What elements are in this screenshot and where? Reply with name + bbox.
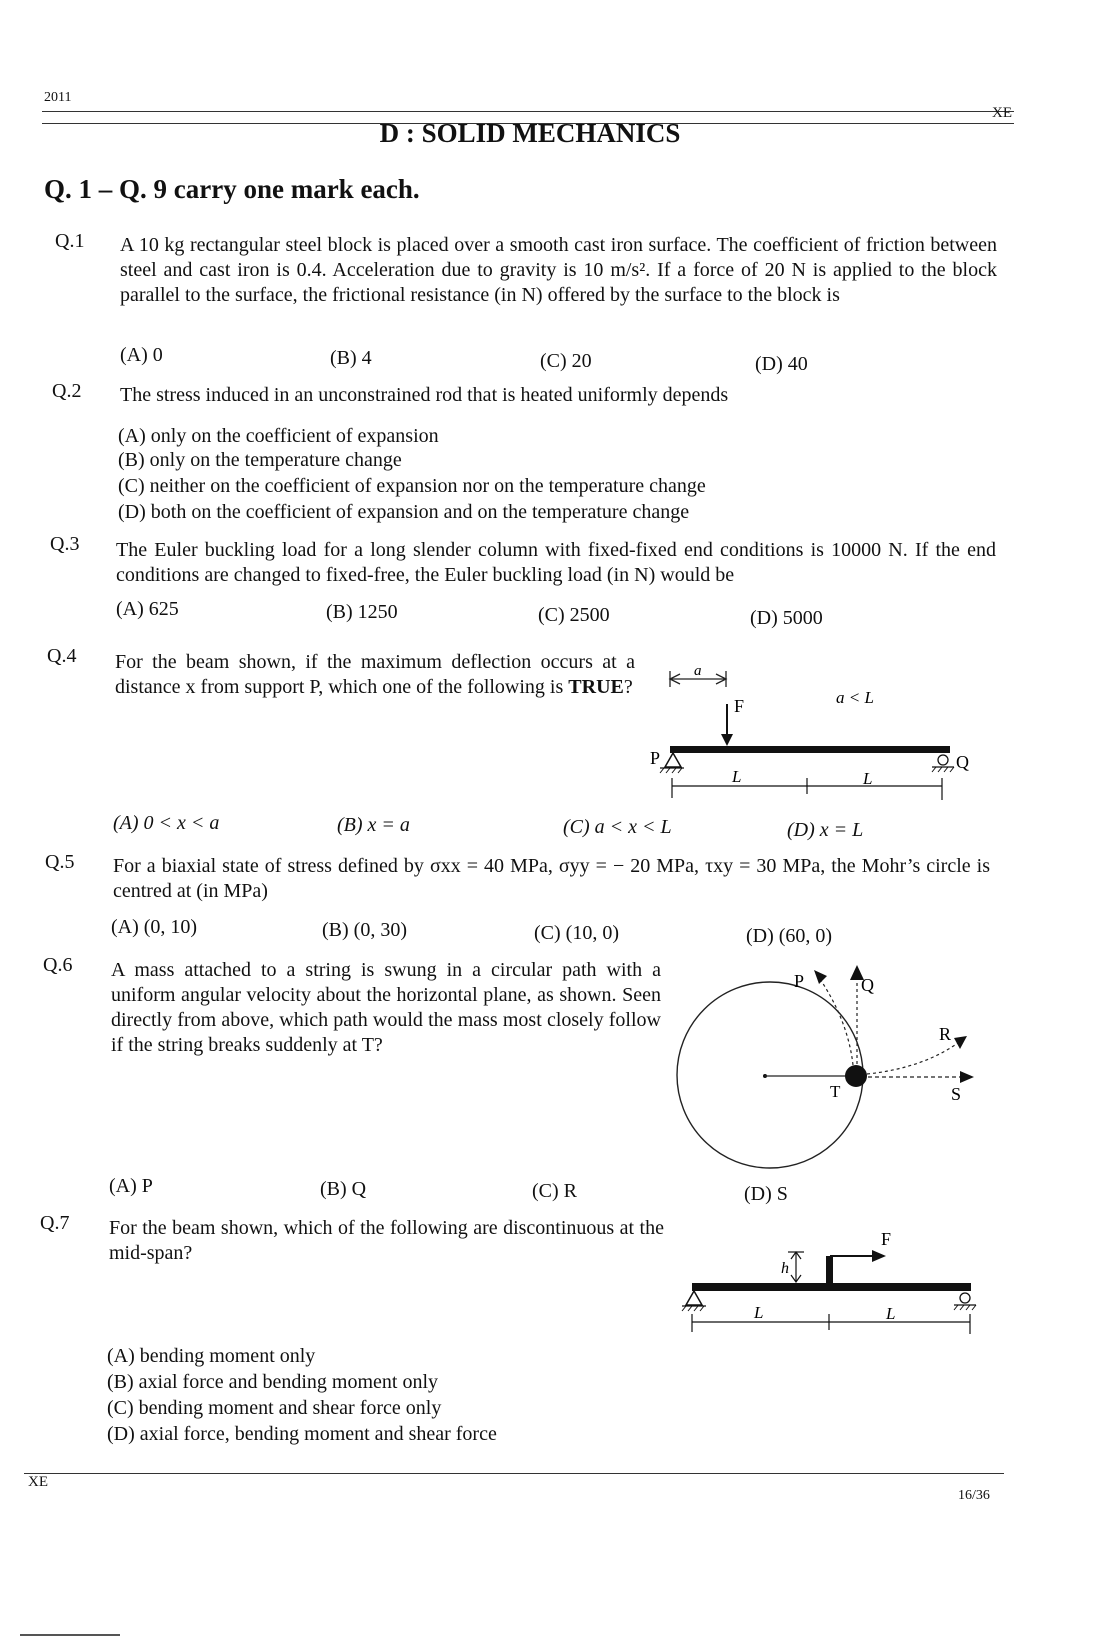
q6-number: Q.6: [43, 954, 73, 976]
q6-text: A mass attached to a string is swung in a circular path with a uniform angular velocity about the horizontal plane, as shown. Seen directly from above, which path would the mass most closely follow if the string breaks suddenly at T?: [111, 959, 661, 1056]
q3-option-d: (D) 5000: [750, 607, 823, 629]
q5-option-a: (A) (0, 10): [111, 916, 198, 938]
q5-number: Q.5: [45, 851, 75, 873]
q1-text: A 10 kg rectangular steel block is placed over a smooth cast iron surface. The coefficient of friction between steel and cast iron is 0.4. Acceleration due to gravity is 10 m/s². If a force of 20 N is applied to the block parallel to the surface, the frictional resistance (in N) offered by the surface to the block is: [120, 234, 997, 306]
q4-beam-figure: [640, 660, 980, 805]
q7-span2-label: L: [886, 1304, 896, 1323]
q6-option-a: (A) P: [109, 1175, 153, 1197]
q7-beam: [692, 1283, 971, 1291]
q2-text: The stress induced in an unconstrained rod that is heated uniformly depends: [120, 384, 729, 406]
q3-number: Q.3: [50, 533, 80, 555]
q6-option-d: (D) S: [744, 1183, 788, 1205]
section-title: D : SOLID MECHANICS: [379, 118, 681, 148]
q6-label-r: R: [939, 1024, 952, 1044]
q1-option-d: (D) 40: [755, 353, 808, 375]
q1-option-a: (A) 0: [120, 344, 163, 366]
q4-condition: a < L: [836, 688, 874, 707]
q2-option-a: (A) only on the coefficient of expansion: [118, 425, 439, 447]
q3-option-b: (B) 1250: [326, 601, 398, 623]
q6-circular-path: [677, 982, 863, 1168]
q4-support-q: [938, 755, 948, 765]
footer-code: XE: [28, 1474, 48, 1490]
q7-options: [107, 1343, 497, 1447]
q6-path-p: [818, 976, 853, 1065]
q2-option-c: (C) neither on the coefficient of expansion nor on the temperature change: [118, 475, 706, 497]
q4-beam: [670, 746, 950, 753]
q4-dim-a-label: a: [694, 663, 702, 679]
q7-text: For the beam shown, which of the following are discontinuous at the mid-span?: [109, 1217, 664, 1264]
q6-mass: [845, 1065, 867, 1087]
q6-path-r: [867, 1040, 962, 1074]
q4-support-q-label: Q: [956, 752, 969, 772]
header-year: 2011: [44, 90, 72, 105]
q3-option-c: (C) 2500: [538, 604, 610, 626]
q6-label-t: T: [830, 1082, 841, 1101]
q6-label-q: Q: [861, 975, 874, 995]
q4-span2-label: L: [863, 769, 873, 788]
q6-circle-figure: [670, 960, 990, 1175]
q2-option-b: (B) only on the temperature change: [118, 449, 402, 471]
q4-text-end: ?: [623, 676, 633, 698]
q5-text: For a biaxial state of stress defined by σxx = 40 MPa, σyy = − 20 MPa, τxy = 30 MPa, the Mohr’s circle is centred at (in MPa): [113, 855, 990, 902]
footer-page: 16/36: [958, 1488, 990, 1503]
q7-force-label: F: [881, 1229, 892, 1249]
q2-options: [118, 423, 706, 525]
q7-number: Q.7: [40, 1212, 70, 1234]
q4-option-b: (B) x = a: [337, 814, 410, 836]
q2-number: Q.2: [52, 380, 82, 402]
q6-option-c: (C) R: [532, 1180, 577, 1202]
q7-span1-label: L: [754, 1303, 764, 1322]
q4-support-p: [665, 753, 681, 767]
q4-text-bold: TRUE: [568, 676, 624, 698]
q6-option-b: (B) Q: [320, 1178, 367, 1200]
q1-option-b: (B) 4: [330, 347, 372, 369]
q4-span1-label: L: [732, 767, 742, 786]
q5-option-c: (C) (10, 0): [534, 922, 619, 944]
bottom-edge-rule: [20, 1634, 120, 1636]
q7-beam-figure: [678, 1222, 988, 1342]
q4-option-d: (D) x = L: [787, 819, 864, 841]
header-paper-code: XE: [992, 105, 1012, 121]
q4-text: [115, 650, 635, 700]
q5-option-b: (B) (0, 30): [322, 919, 407, 941]
section-heading: Q. 1 – Q. 9 carry one mark each.: [44, 174, 420, 204]
q1-number: Q.1: [55, 230, 85, 252]
footer-rule: [24, 1473, 1004, 1474]
q4-option-a: (A) 0 < x < a: [113, 812, 220, 834]
q7-option-d: (D) axial force, bending moment and shear force: [107, 1423, 497, 1445]
q4-option-c: (C) a < x < L: [563, 816, 672, 838]
q7-right-support: [960, 1293, 970, 1303]
q4-support-p-label: P: [650, 748, 661, 768]
q4-force-label: F: [734, 696, 745, 716]
q7-option-b: (B) axial force and bending moment only: [107, 1371, 439, 1393]
q1-option-c: (C) 20: [540, 350, 592, 372]
header-rule: [42, 111, 1014, 112]
q3-option-a: (A) 625: [116, 598, 179, 620]
q4-number: Q.4: [47, 645, 77, 667]
title-rule: [42, 123, 1014, 124]
q7-bracket: [826, 1256, 833, 1284]
q5-option-d: (D) (60, 0): [746, 925, 833, 947]
q6-label-s: S: [951, 1084, 962, 1104]
q3-text: The Euler buckling load for a long slender column with fixed-fixed end conditions is 10000 N. If the end conditions are changed to fixed-free, the Euler buckling load (in N) would be: [116, 539, 996, 586]
q2-option-d: (D) both on the coefficient of expansion and on the temperature change: [118, 501, 690, 523]
q6-label-p: P: [794, 971, 805, 991]
q7-option-a: (A) bending moment only: [107, 1345, 316, 1367]
q7-h-label: h: [781, 1260, 789, 1277]
q7-left-support: [686, 1291, 702, 1305]
q7-option-c: (C) bending moment and shear force only: [107, 1397, 442, 1419]
q4-text-main: For the beam shown, if the maximum deflection occurs at a distance x from support P, which one of the following is: [115, 651, 635, 698]
